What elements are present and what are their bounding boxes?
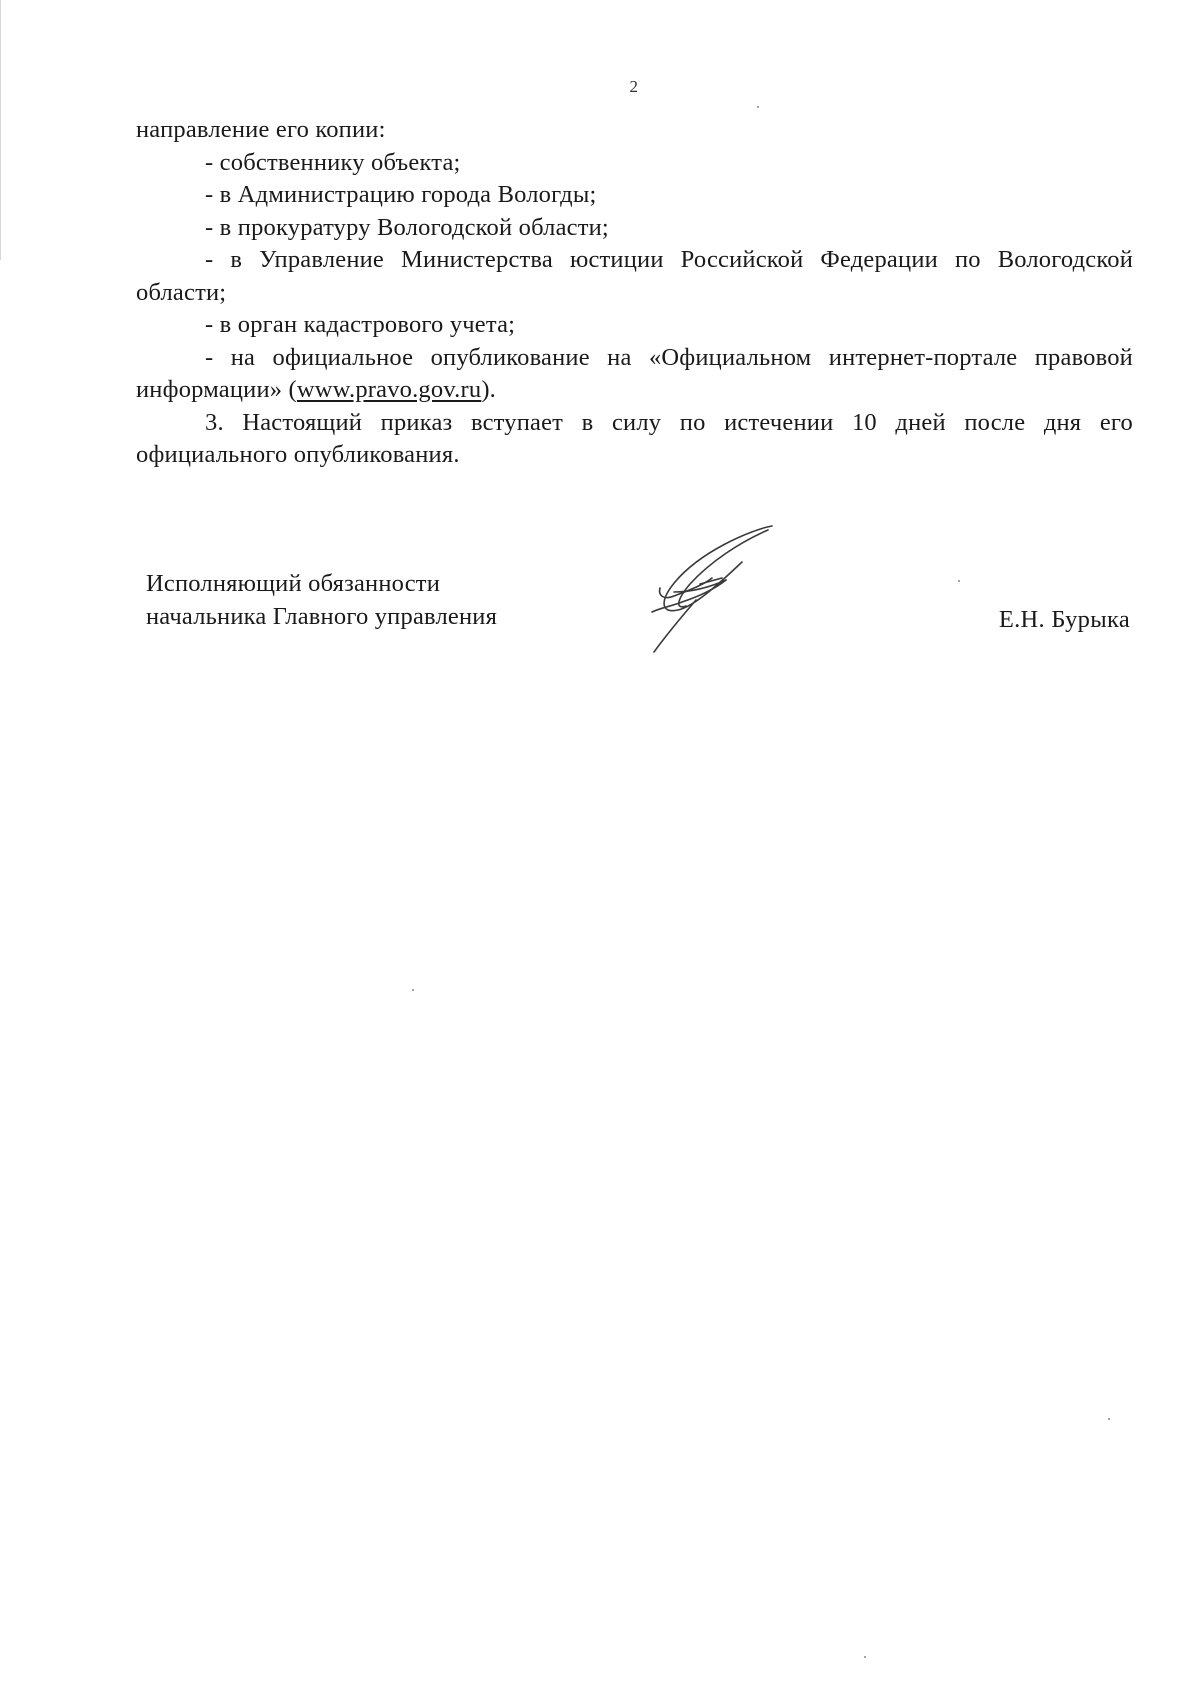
list-item-administration: - в Администрацию города Вологды; [205, 181, 597, 208]
list-item-publication [136, 342, 1133, 407]
list-item-justice-ministry: - в Управление Министерства юстиции Российской Федерации по Вологодской области; [136, 246, 1133, 306]
handwritten-signature [630, 522, 775, 657]
scan-speck [757, 106, 759, 108]
scan-speck [412, 989, 414, 991]
publication-text-after: ). [481, 376, 497, 403]
paragraph-intro: направление его копии: [136, 116, 386, 143]
position-line-1: Исполняющий обязанности [146, 570, 441, 597]
clause-3: 3. Настоящий приказ вступает в силу по истечении 10 дней после дня его официального опубликования. [136, 408, 1133, 468]
document-body [136, 114, 1133, 472]
position-line-2: начальника Главного управления [146, 603, 498, 630]
list-item-cadastral: - в орган кадастрового учета; [205, 311, 516, 338]
scan-speck [864, 1656, 866, 1658]
signatory-position [146, 567, 497, 633]
list-item-owner: - собственнику объекта; [205, 148, 461, 176]
scan-speck [1108, 1418, 1110, 1420]
pravo-portal-link[interactable]: www.pravo.gov.ru [296, 376, 482, 403]
publication-text-before: - на официальное опубликование на «Официальном интернет-портале правовой информации» ( [136, 343, 1133, 403]
scan-speck [958, 580, 960, 582]
list-item-prosecutor: - в прокуратуру Вологодской области; [205, 213, 609, 241]
signatory-name: Е.Н. Бурыка [998, 606, 1130, 633]
page-number: 2 [629, 77, 639, 96]
scan-edge-line [0, 0, 1, 260]
